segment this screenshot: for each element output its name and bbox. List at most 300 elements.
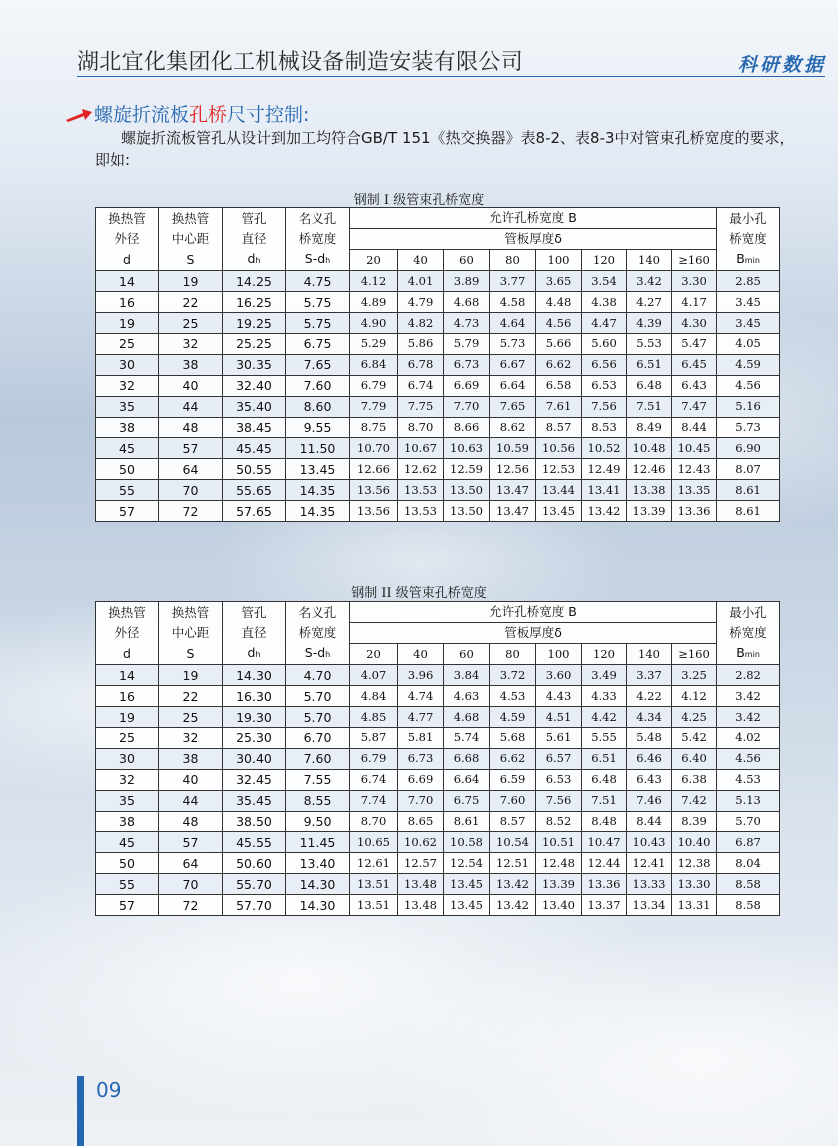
table-cell: 4.07 xyxy=(350,665,398,686)
col-header-hole: 管孔 xyxy=(223,602,286,623)
page-number: 09 xyxy=(96,1078,122,1102)
table-cell: 6.56 xyxy=(582,354,627,375)
table-cell: 10.67 xyxy=(398,438,444,459)
table-cell: 30 xyxy=(96,354,159,375)
thickness-header: 140 xyxy=(627,643,672,665)
company-name: 湖北宜化集团化工机械设备制造安装有限公司 xyxy=(77,50,524,75)
table-cell: 7.65 xyxy=(490,396,536,417)
table-cell: 12.41 xyxy=(627,853,672,874)
table-cell: 13.37 xyxy=(582,895,627,916)
table-cell: 25 xyxy=(159,313,223,334)
table-cell: 4.12 xyxy=(672,686,717,707)
table-cell: 5.68 xyxy=(490,727,536,748)
table-cell: 3.42 xyxy=(717,686,780,707)
table-cell: 4.63 xyxy=(444,686,490,707)
table-cell: 12.48 xyxy=(536,853,582,874)
table-cell: 7.60 xyxy=(490,790,536,811)
table-cell: 55.70 xyxy=(223,874,286,895)
table-cell: 4.68 xyxy=(444,707,490,728)
intro-paragraph: 螺旋折流板管孔从设计到加工均符合GB/T 151《热交换器》表8-2、表8-3中对管束孔桥宽度的要求，即如: xyxy=(95,129,795,169)
table-cell: 12.51 xyxy=(490,853,536,874)
table-cell: 7.42 xyxy=(672,790,717,811)
table-cell: 4.39 xyxy=(627,313,672,334)
table-cell: 57 xyxy=(96,501,159,522)
table-cell: 6.67 xyxy=(490,354,536,375)
table-cell: 40 xyxy=(159,375,223,396)
table-cell: 13.35 xyxy=(672,480,717,501)
col-header-pitch-symbol: S xyxy=(159,249,223,271)
table-cell: 8.57 xyxy=(490,811,536,832)
table-cell: 13.45 xyxy=(444,895,490,916)
table-cell: 4.42 xyxy=(582,707,627,728)
table-cell: 5.16 xyxy=(717,396,780,417)
table-cell: 8.53 xyxy=(582,417,627,438)
table-cell: 14.35 xyxy=(286,480,350,501)
table-cell: 5.29 xyxy=(350,333,398,354)
table-cell: 8.66 xyxy=(444,417,490,438)
table-cell: 55 xyxy=(96,874,159,895)
table-cell: 13.31 xyxy=(672,895,717,916)
table-cell: 6.84 xyxy=(350,354,398,375)
table-cell: 44 xyxy=(159,396,223,417)
table-cell: 8.61 xyxy=(717,501,780,522)
col-header-min: 最小孔 xyxy=(717,602,780,623)
table-cell: 12.49 xyxy=(582,459,627,480)
table-cell: 6.51 xyxy=(627,354,672,375)
table-cell: 8.57 xyxy=(536,417,582,438)
table-cell: 6.59 xyxy=(490,769,536,790)
table-cell: 3.96 xyxy=(398,665,444,686)
table-row xyxy=(96,895,780,916)
table-cell: 12.54 xyxy=(444,853,490,874)
table-cell: 55.65 xyxy=(223,480,286,501)
table-cell: 14 xyxy=(96,271,159,292)
table-cell: 4.74 xyxy=(398,686,444,707)
table-cell: 19 xyxy=(159,665,223,686)
table-cell: 13.36 xyxy=(582,874,627,895)
table-cell: 13.47 xyxy=(490,501,536,522)
col-header-nominal-symbol: S-dh xyxy=(286,643,350,665)
table-cell: 12.66 xyxy=(350,459,398,480)
table-cell: 50.55 xyxy=(223,459,286,480)
table-cell: 7.61 xyxy=(536,396,582,417)
table-cell: 10.54 xyxy=(490,832,536,853)
heading-highlight: 孔桥 xyxy=(189,104,228,126)
page-header xyxy=(0,0,838,80)
table-cell: 7.51 xyxy=(627,396,672,417)
table-row xyxy=(96,727,780,748)
table-cell: 7.47 xyxy=(672,396,717,417)
table-cell: 13.45 xyxy=(536,501,582,522)
table-cell: 6.43 xyxy=(627,769,672,790)
table-cell: 35 xyxy=(96,790,159,811)
col-header-nominal: 名义孔 xyxy=(286,208,350,229)
thickness-header: 100 xyxy=(536,249,582,271)
col-header-min: 桥宽度 xyxy=(717,622,780,643)
table-cell: 30 xyxy=(96,748,159,769)
table-cell: 25 xyxy=(96,727,159,748)
table-cell: 4.38 xyxy=(582,292,627,313)
table-cell: 10.56 xyxy=(536,438,582,459)
col-header-pitch: 换热管 xyxy=(159,208,223,229)
table-cell: 70 xyxy=(159,480,223,501)
table-cell: 38 xyxy=(96,811,159,832)
table-row xyxy=(96,417,780,438)
table-cell: 16 xyxy=(96,292,159,313)
table-cell: 6.87 xyxy=(717,832,780,853)
table-cell: 14.30 xyxy=(286,874,350,895)
table-cell: 72 xyxy=(159,895,223,916)
table-cell: 35.40 xyxy=(223,396,286,417)
table-cell: 40 xyxy=(159,769,223,790)
table-cell: 6.62 xyxy=(536,354,582,375)
table-cell: 10.45 xyxy=(672,438,717,459)
table-cell: 4.73 xyxy=(444,313,490,334)
table-cell: 13.56 xyxy=(350,501,398,522)
table-cell: 13.42 xyxy=(490,874,536,895)
table-cell: 25.30 xyxy=(223,727,286,748)
table-cell: 10.62 xyxy=(398,832,444,853)
table-cell: 11.45 xyxy=(286,832,350,853)
table-cell: 5.79 xyxy=(444,333,490,354)
thickness-header: 20 xyxy=(350,249,398,271)
table-cell: 6.78 xyxy=(398,354,444,375)
table-cell: 8.65 xyxy=(398,811,444,832)
table-cell: 8.61 xyxy=(444,811,490,832)
table-cell: 13.56 xyxy=(350,480,398,501)
table-cell: 4.22 xyxy=(627,686,672,707)
table-cell: 7.74 xyxy=(350,790,398,811)
table-cell: 13.30 xyxy=(672,874,717,895)
table-cell: 44 xyxy=(159,790,223,811)
table-cell: 13.44 xyxy=(536,480,582,501)
table-cell: 70 xyxy=(159,874,223,895)
table-cell: 6.69 xyxy=(444,375,490,396)
col-header-min: 桥宽度 xyxy=(717,228,780,249)
table-cell: 13.41 xyxy=(582,480,627,501)
table-cell: 6.90 xyxy=(717,438,780,459)
table-row xyxy=(96,686,780,707)
table-cell: 45 xyxy=(96,438,159,459)
table-cell: 8.39 xyxy=(672,811,717,832)
col-header-hole: 直径 xyxy=(223,228,286,249)
table-cell: 32 xyxy=(159,333,223,354)
table-cell: 4.77 xyxy=(398,707,444,728)
table-cell: 6.79 xyxy=(350,748,398,769)
table-cell: 8.48 xyxy=(582,811,627,832)
col-header-min-symbol: Bmin xyxy=(717,249,780,271)
table-row xyxy=(96,832,780,853)
section-heading xyxy=(66,100,309,127)
table-cell: 5.42 xyxy=(672,727,717,748)
table-cell: 4.56 xyxy=(717,375,780,396)
table-cell: 10.47 xyxy=(582,832,627,853)
table-cell: 13.47 xyxy=(490,480,536,501)
table-cell: 2.82 xyxy=(717,665,780,686)
col-header-pitch: 中心距 xyxy=(159,622,223,643)
table-cell: 8.49 xyxy=(627,417,672,438)
table-cell: 38 xyxy=(159,354,223,375)
col-header-pitch: 中心距 xyxy=(159,228,223,249)
table-cell: 13.45 xyxy=(286,459,350,480)
col-header-hole: 管孔 xyxy=(223,208,286,229)
table-cell: 30.40 xyxy=(223,748,286,769)
table-cell: 6.69 xyxy=(398,769,444,790)
table-cell: 4.89 xyxy=(350,292,398,313)
table-cell: 6.62 xyxy=(490,748,536,769)
table-cell: 4.53 xyxy=(717,769,780,790)
table-cell: 4.64 xyxy=(490,313,536,334)
col-header-od: 换热管 xyxy=(96,602,159,623)
table-cell: 6.53 xyxy=(582,375,627,396)
table-cell: 4.43 xyxy=(536,686,582,707)
table-cell: 57.65 xyxy=(223,501,286,522)
table-cell: 16 xyxy=(96,686,159,707)
table-cell: 4.58 xyxy=(490,292,536,313)
table-cell: 13.36 xyxy=(672,501,717,522)
thickness-header: ≥160 xyxy=(672,643,717,665)
table-cell: 6.53 xyxy=(536,769,582,790)
table-row xyxy=(96,292,780,313)
col-header-od-symbol: d xyxy=(96,249,159,271)
table-cell: 12.43 xyxy=(672,459,717,480)
table-cell: 7.51 xyxy=(582,790,627,811)
table-cell: 8.70 xyxy=(398,417,444,438)
thickness-header: 20 xyxy=(350,643,398,665)
table-cell: 6.51 xyxy=(582,748,627,769)
table-cell: 5.53 xyxy=(627,333,672,354)
table-cell: 4.56 xyxy=(717,748,780,769)
table-cell: 12.44 xyxy=(582,853,627,874)
table-cell: 11.50 xyxy=(286,438,350,459)
table-cell: 8.04 xyxy=(717,853,780,874)
table-cell: 8.44 xyxy=(627,811,672,832)
table-cell: 8.75 xyxy=(350,417,398,438)
table-row xyxy=(96,396,780,417)
table-cell: 19.25 xyxy=(223,313,286,334)
table2 xyxy=(95,601,780,916)
table-cell: 4.70 xyxy=(286,665,350,686)
table-cell: 5.47 xyxy=(672,333,717,354)
table-cell: 8.58 xyxy=(717,874,780,895)
table-cell: 8.61 xyxy=(717,480,780,501)
table-cell: 6.68 xyxy=(444,748,490,769)
table-cell: 4.33 xyxy=(582,686,627,707)
table-cell: 6.40 xyxy=(672,748,717,769)
thickness-header: 120 xyxy=(582,643,627,665)
table-cell: 4.27 xyxy=(627,292,672,313)
table-cell: 10.59 xyxy=(490,438,536,459)
col-header-nominal: 桥宽度 xyxy=(286,228,350,249)
table-cell: 6.58 xyxy=(536,375,582,396)
table-cell: 22 xyxy=(159,292,223,313)
table-row xyxy=(96,874,780,895)
table-cell: 7.75 xyxy=(398,396,444,417)
table-row xyxy=(96,459,780,480)
table-cell: 8.44 xyxy=(672,417,717,438)
table-cell: 5.55 xyxy=(582,727,627,748)
table-cell: 7.56 xyxy=(536,790,582,811)
table-cell: 6.74 xyxy=(350,769,398,790)
col-header-od-symbol: d xyxy=(96,643,159,665)
table-cell: 5.86 xyxy=(398,333,444,354)
table-cell: 5.70 xyxy=(286,686,350,707)
table-cell: 38 xyxy=(96,417,159,438)
table-cell: 4.51 xyxy=(536,707,582,728)
table-cell: 8.58 xyxy=(717,895,780,916)
table-cell: 3.30 xyxy=(672,271,717,292)
table-cell: 3.37 xyxy=(627,665,672,686)
table-cell: 3.42 xyxy=(627,271,672,292)
table-cell: 5.13 xyxy=(717,790,780,811)
table-cell: 12.59 xyxy=(444,459,490,480)
thickness-header: 120 xyxy=(582,249,627,271)
table-row xyxy=(96,853,780,874)
table-cell: 57 xyxy=(96,895,159,916)
table-cell: 48 xyxy=(159,811,223,832)
table-cell: 4.30 xyxy=(672,313,717,334)
table-cell: 4.01 xyxy=(398,271,444,292)
thickness-header: 80 xyxy=(490,643,536,665)
table-cell: 32.40 xyxy=(223,375,286,396)
table-row xyxy=(96,501,780,522)
table-cell: 19 xyxy=(96,707,159,728)
col-header-min: 最小孔 xyxy=(717,208,780,229)
table-cell: 3.89 xyxy=(444,271,490,292)
table-cell: 7.46 xyxy=(627,790,672,811)
table-cell: 13.50 xyxy=(444,501,490,522)
table-cell: 10.48 xyxy=(627,438,672,459)
table-cell: 5.61 xyxy=(536,727,582,748)
arrow-icon xyxy=(66,108,92,122)
table1 xyxy=(95,207,780,522)
col-header-thickness: 管板厚度δ xyxy=(350,622,717,643)
table-cell: 45 xyxy=(96,832,159,853)
table-row xyxy=(96,354,780,375)
table-cell: 13.45 xyxy=(444,874,490,895)
table-cell: 12.53 xyxy=(536,459,582,480)
table-cell: 3.42 xyxy=(717,707,780,728)
table-cell: 12.56 xyxy=(490,459,536,480)
table-cell: 4.53 xyxy=(490,686,536,707)
table-cell: 38 xyxy=(159,748,223,769)
thickness-header: 100 xyxy=(536,643,582,665)
table-cell: 10.63 xyxy=(444,438,490,459)
table-row xyxy=(96,665,780,686)
table-cell: 13.50 xyxy=(444,480,490,501)
table-cell: 8.70 xyxy=(350,811,398,832)
table-cell: 5.87 xyxy=(350,727,398,748)
table-cell: 2.85 xyxy=(717,271,780,292)
table-cell: 13.42 xyxy=(582,501,627,522)
table-cell: 6.46 xyxy=(627,748,672,769)
table-cell: 25.25 xyxy=(223,333,286,354)
col-header-nominal: 名义孔 xyxy=(286,602,350,623)
heading-part1: 螺旋折流板 xyxy=(94,104,190,126)
table-cell: 3.54 xyxy=(582,271,627,292)
table-row xyxy=(96,313,780,334)
table-cell: 4.25 xyxy=(672,707,717,728)
table-cell: 3.49 xyxy=(582,665,627,686)
table-cell: 7.70 xyxy=(398,790,444,811)
table-cell: 3.84 xyxy=(444,665,490,686)
table-cell: 4.02 xyxy=(717,727,780,748)
table-cell: 12.61 xyxy=(350,853,398,874)
table-cell: 5.60 xyxy=(582,333,627,354)
table-cell: 7.79 xyxy=(350,396,398,417)
table-cell: 6.48 xyxy=(627,375,672,396)
table-cell: 45.45 xyxy=(223,438,286,459)
table-cell: 4.59 xyxy=(490,707,536,728)
heading-part3: 尺寸控制: xyxy=(227,104,310,126)
table-cell: 12.57 xyxy=(398,853,444,874)
table-cell: 4.79 xyxy=(398,292,444,313)
table-cell: 5.66 xyxy=(536,333,582,354)
table-row xyxy=(96,375,780,396)
table-cell: 14.25 xyxy=(223,271,286,292)
table1-title: 钢制 I 级管束孔桥宽度 xyxy=(353,193,485,208)
table-row xyxy=(96,438,780,459)
table-cell: 12.62 xyxy=(398,459,444,480)
table-cell: 32.45 xyxy=(223,769,286,790)
table-cell: 7.65 xyxy=(286,354,350,375)
table-cell: 32 xyxy=(96,769,159,790)
table-cell: 6.75 xyxy=(286,333,350,354)
table-cell: 72 xyxy=(159,501,223,522)
table-cell: 13.40 xyxy=(286,853,350,874)
table-cell: 35 xyxy=(96,396,159,417)
table-cell: 6.79 xyxy=(350,375,398,396)
table-cell: 13.33 xyxy=(627,874,672,895)
table-cell: 50 xyxy=(96,459,159,480)
table-row xyxy=(96,480,780,501)
table-cell: 19 xyxy=(96,313,159,334)
table-cell: 14 xyxy=(96,665,159,686)
table-cell: 3.60 xyxy=(536,665,582,686)
table-cell: 6.57 xyxy=(536,748,582,769)
table-cell: 5.73 xyxy=(490,333,536,354)
table-cell: 3.77 xyxy=(490,271,536,292)
thickness-header: 40 xyxy=(398,643,444,665)
table-cell: 6.38 xyxy=(672,769,717,790)
table-cell: 64 xyxy=(159,459,223,480)
table-cell: 50.60 xyxy=(223,853,286,874)
table-cell: 10.40 xyxy=(672,832,717,853)
thickness-header: 80 xyxy=(490,249,536,271)
table-cell: 4.82 xyxy=(398,313,444,334)
table-cell: 12.38 xyxy=(672,853,717,874)
table-cell: 9.50 xyxy=(286,811,350,832)
table-cell: 14.35 xyxy=(286,501,350,522)
table-row xyxy=(96,333,780,354)
table-cell: 8.62 xyxy=(490,417,536,438)
table-row xyxy=(96,271,780,292)
table-cell: 13.51 xyxy=(350,874,398,895)
table-cell: 5.75 xyxy=(286,313,350,334)
table-cell: 57 xyxy=(159,832,223,853)
table-cell: 4.68 xyxy=(444,292,490,313)
table-cell: 8.07 xyxy=(717,459,780,480)
table-cell: 3.45 xyxy=(717,313,780,334)
table-cell: 32 xyxy=(159,727,223,748)
table-cell: 38.45 xyxy=(223,417,286,438)
table-cell: 6.64 xyxy=(490,375,536,396)
table-cell: 6.64 xyxy=(444,769,490,790)
table-row xyxy=(96,748,780,769)
table-cell: 4.48 xyxy=(536,292,582,313)
table-cell: 6.43 xyxy=(672,375,717,396)
table-row xyxy=(96,811,780,832)
